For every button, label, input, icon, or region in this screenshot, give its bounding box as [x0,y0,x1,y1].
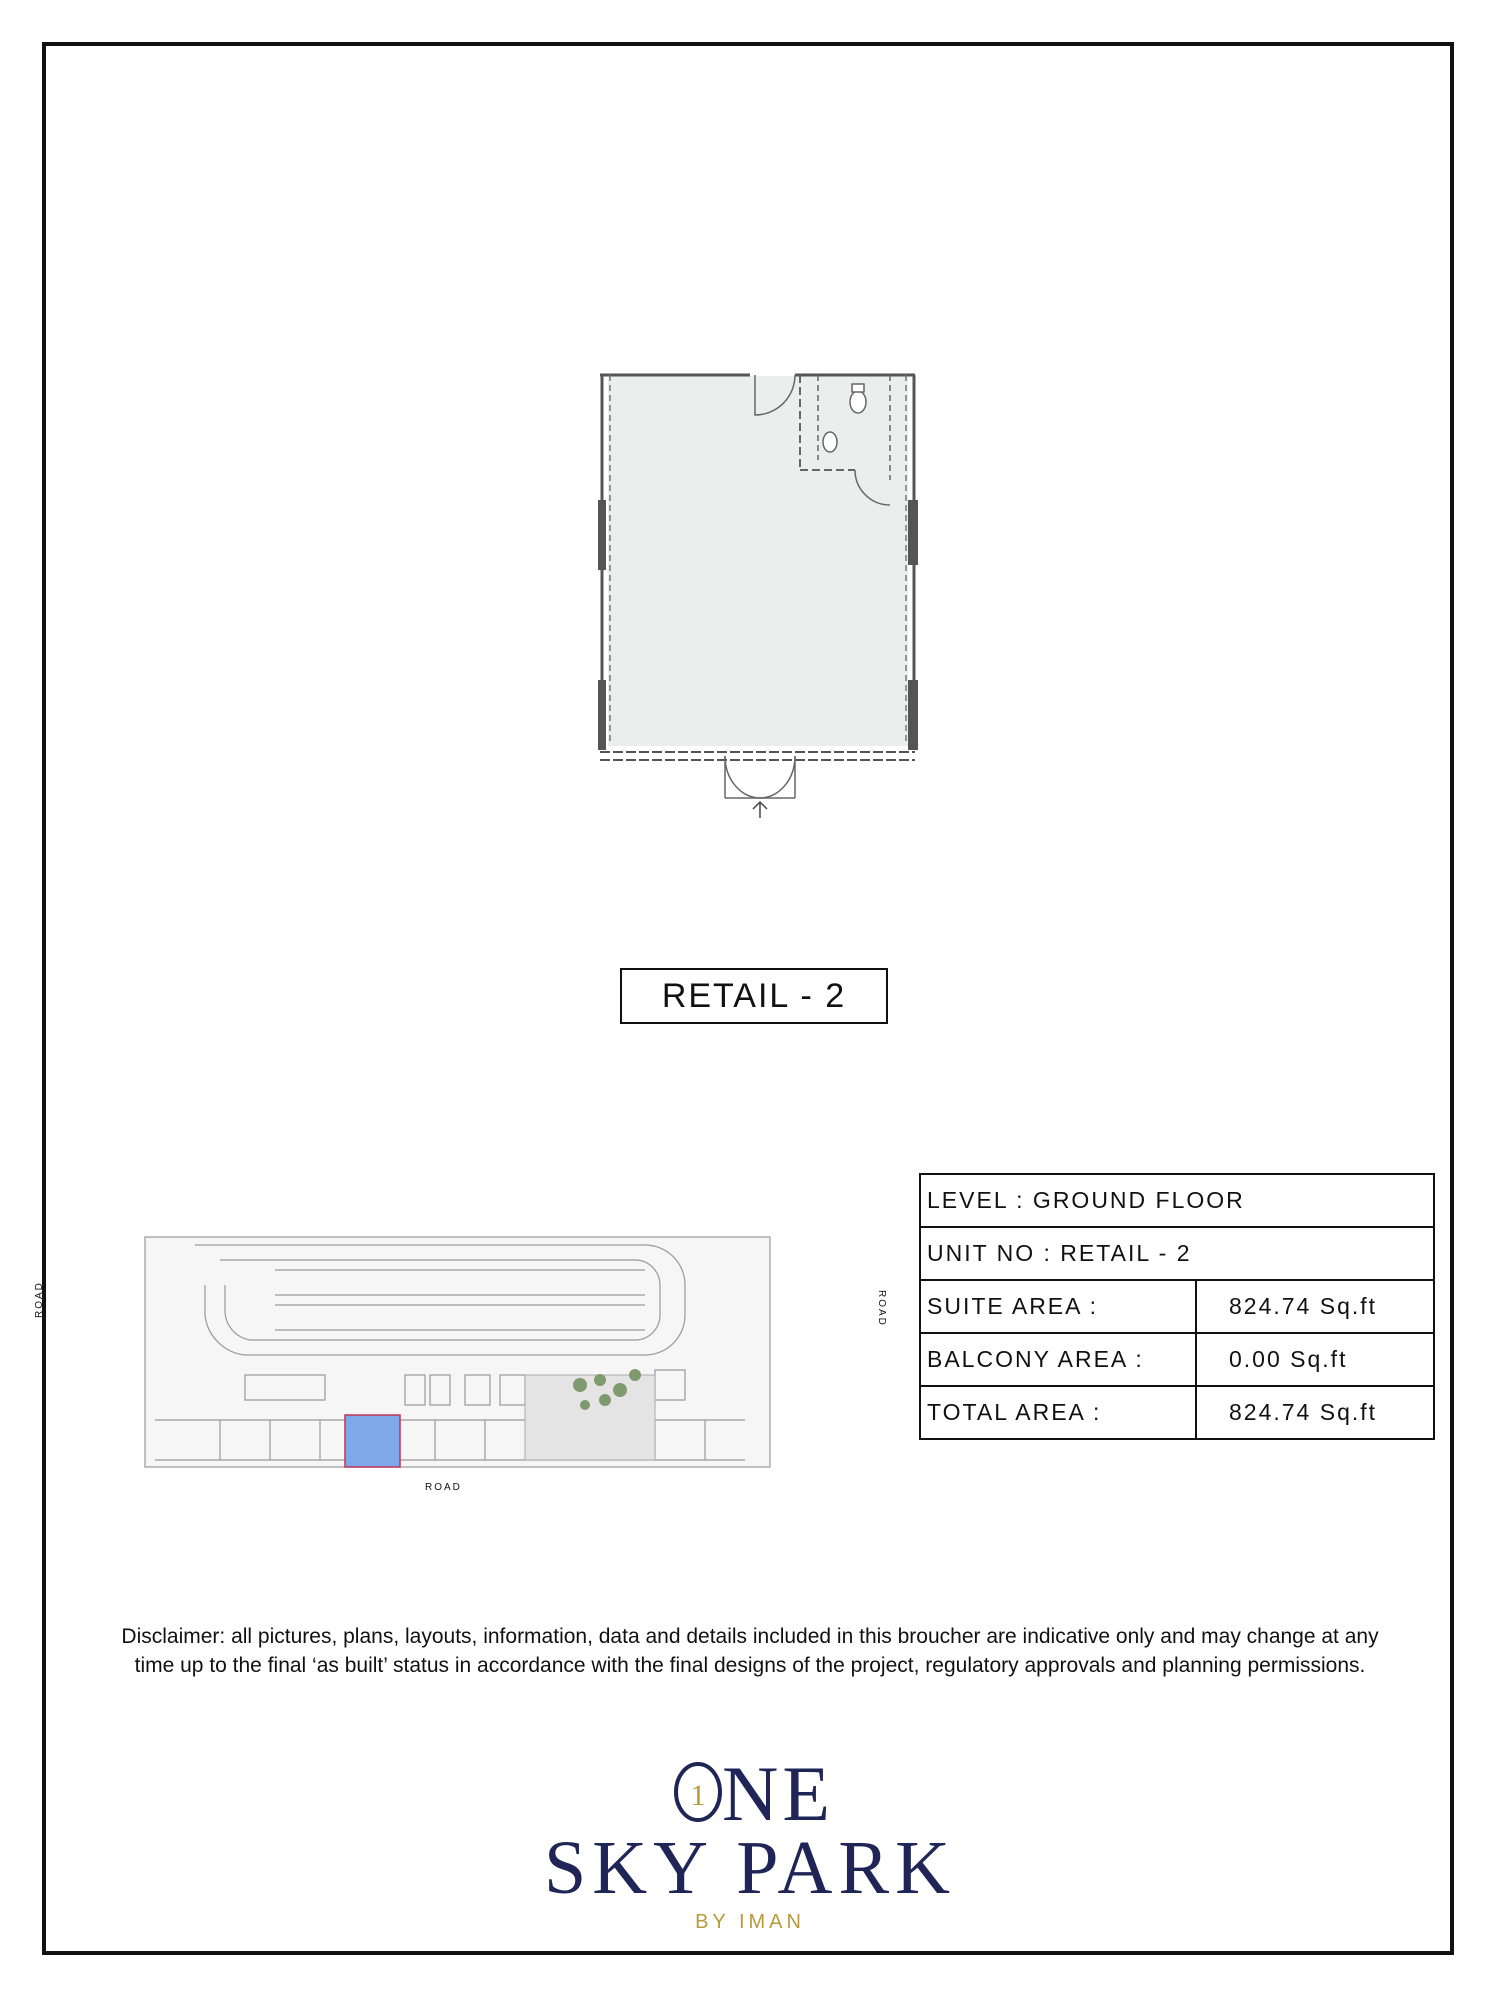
site-key-plan [45,1225,895,1495]
road-label-left: ROAD [34,1281,45,1318]
logo-numeral: 1 [690,1779,706,1812]
road-label-right: ROAD [876,1290,887,1327]
table-row [920,1333,1434,1386]
total-area-value: 824.74 Sq.ft [1196,1386,1434,1439]
total-area-label: TOTAL AREA : [920,1386,1196,1439]
unit-no-cell: UNIT NO : RETAIL - 2 [920,1227,1434,1280]
logo-line1: NE [722,1750,834,1837]
disclaimer-text: Disclaimer: all pictures, plans, layouts, information, data and details included in this broucher are indicative only and may change at any time up to the final ‘as built’ status in accordance with the final designs of the project, regulatory approvals and planning permissions. [121,1625,1379,1677]
level-cell: LEVEL : GROUND FLOOR [920,1174,1434,1227]
suite-area-label: SUITE AREA : [920,1280,1196,1333]
suite-area-value: 824.74 Sq.ft [1196,1280,1434,1333]
road-label-bottom: ROAD [425,1482,462,1493]
area-table [919,1173,1435,1440]
table-row [920,1386,1434,1439]
balcony-area-value: 0.00 Sq.ft [1196,1333,1434,1386]
table-row [920,1227,1434,1280]
one-sky-park-logo [500,1750,1000,1930]
table-row [920,1280,1434,1333]
table-row [920,1174,1434,1227]
logo-line2: SKY PARK [544,1826,956,1910]
logo-line3: BY IMAN [695,1911,805,1930]
unit-title: RETAIL - 2 [620,968,888,1024]
balcony-area-label: BALCONY AREA : [920,1333,1196,1386]
unit-floor-plan [590,370,930,820]
